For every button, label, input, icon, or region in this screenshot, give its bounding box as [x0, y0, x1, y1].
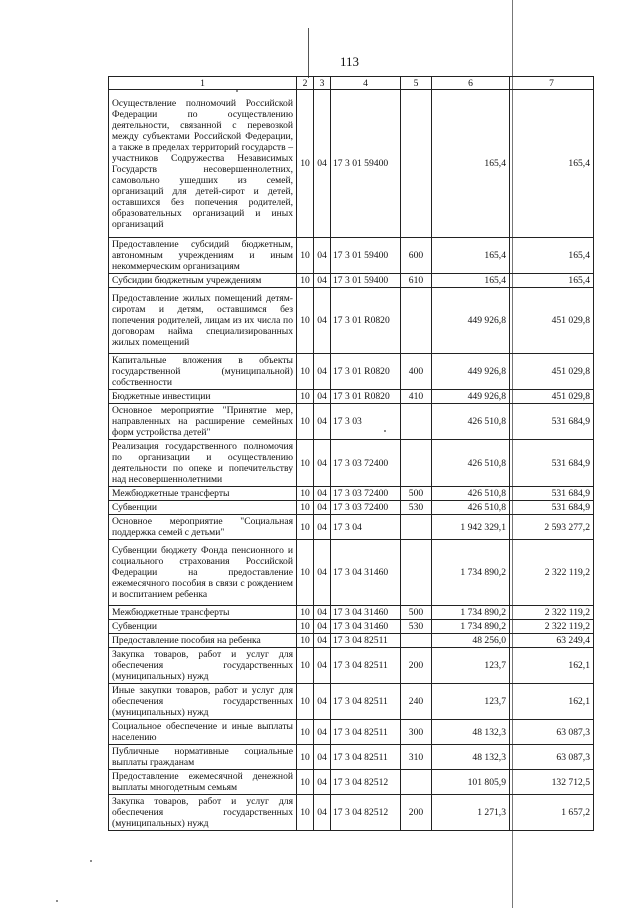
- row-name: Межбюджетные трансферты: [109, 487, 297, 501]
- cell-section: 10: [297, 354, 314, 390]
- table-row: [109, 770, 594, 795]
- cell-amount-col6: 48 256,0: [432, 634, 510, 648]
- row-name: Субвенции: [109, 501, 297, 515]
- cell-expense-type: [401, 440, 432, 487]
- page-number: 113: [340, 54, 360, 69]
- header-row: [109, 77, 594, 90]
- col-header: 6: [432, 77, 510, 90]
- cell-section: 10: [297, 720, 314, 745]
- cell-subsection: 04: [314, 440, 331, 487]
- cell-amount-col6: 48 132,3: [432, 720, 510, 745]
- cell-subsection: 04: [314, 770, 331, 795]
- cell-amount-col6: 165,4: [432, 274, 510, 288]
- row-name: Межбюджетные трансферты: [109, 606, 297, 620]
- cell-amount-col7: 63 249,4: [510, 634, 594, 648]
- col-header: 1: [109, 77, 297, 90]
- col-header: 4: [331, 77, 401, 90]
- row-name: Субвенции: [109, 620, 297, 634]
- cell-target-code: 17 3 04 82512: [331, 770, 401, 795]
- cell-amount-col7: 165,4: [510, 238, 594, 274]
- cell-amount-col6: 123,7: [432, 648, 510, 684]
- cell-amount-col7: 165,4: [510, 274, 594, 288]
- cell-amount-col7: 2 322 119,2: [510, 606, 594, 620]
- cell-amount-col7: 63 087,3: [510, 720, 594, 745]
- cell-expense-type: [401, 90, 432, 238]
- cell-amount-col6: 1 942 329,1: [432, 515, 510, 540]
- cell-section: 10: [297, 90, 314, 238]
- cell-target-code: 17 3 04: [331, 515, 401, 540]
- cell-amount-col6: 48 132,3: [432, 745, 510, 770]
- cell-expense-type: [401, 515, 432, 540]
- cell-target-code: 17 3 01 R0820: [331, 390, 401, 404]
- cell-subsection: 04: [314, 720, 331, 745]
- cell-section: 10: [297, 795, 314, 831]
- cell-expense-type: 610: [401, 274, 432, 288]
- cell-amount-col7: 132 712,5: [510, 770, 594, 795]
- row-name: Предоставление жилых помещений детям-сиротам и детям, оставшимся без попечения родителей, лицам из их числа по договорам найма специализированных жилых помещений: [109, 288, 297, 354]
- cell-section: 10: [297, 606, 314, 620]
- cell-amount-col7: 2 322 119,2: [510, 620, 594, 634]
- cell-subsection: 04: [314, 238, 331, 274]
- table-row: [109, 684, 594, 720]
- table-row: [109, 274, 594, 288]
- cell-expense-type: 300: [401, 720, 432, 745]
- cell-target-code: 17 3 03 72400: [331, 487, 401, 501]
- cell-amount-col6: 1 734 890,2: [432, 620, 510, 634]
- cell-amount-col6: 426 510,8: [432, 501, 510, 515]
- table-row: [109, 390, 594, 404]
- scan-speck: [56, 900, 58, 902]
- cell-section: 10: [297, 745, 314, 770]
- cell-expense-type: 530: [401, 501, 432, 515]
- cell-expense-type: [401, 540, 432, 606]
- table-row: [109, 634, 594, 648]
- cell-section: 10: [297, 440, 314, 487]
- cell-amount-col7: 162,1: [510, 648, 594, 684]
- row-name: Закупка товаров, работ и услуг для обеспечения государственных (муниципальных) нужд: [109, 648, 297, 684]
- cell-amount-col6: 165,4: [432, 238, 510, 274]
- cell-amount-col7: 2 322 119,2: [510, 540, 594, 606]
- cell-section: 10: [297, 620, 314, 634]
- row-name: Социальное обеспечение и иные выплаты населению: [109, 720, 297, 745]
- cell-target-code: 17 3 01 R0820: [331, 354, 401, 390]
- cell-subsection: 04: [314, 634, 331, 648]
- row-name: Предоставление пособия на ребенка: [109, 634, 297, 648]
- cell-target-code: 17 3 04 82511: [331, 720, 401, 745]
- cell-amount-col6: 101 805,9: [432, 770, 510, 795]
- cell-target-code: 17 3 04 31460: [331, 606, 401, 620]
- cell-expense-type: 500: [401, 487, 432, 501]
- row-name: Предоставление ежемесячной денежной выплаты многодетным семьям: [109, 770, 297, 795]
- table-row: [109, 720, 594, 745]
- row-name: Основное мероприятие "Социальная поддержка семей с детьми": [109, 515, 297, 540]
- cell-expense-type: 530: [401, 620, 432, 634]
- cell-subsection: 04: [314, 745, 331, 770]
- cell-target-code: 17 3 04 82511: [331, 684, 401, 720]
- cell-expense-type: 400: [401, 354, 432, 390]
- table-row: [109, 606, 594, 620]
- table-row: [109, 288, 594, 354]
- row-name: Реализация государственного полномочия по организации и осуществлению деятельности по опеке и попечительству над несовершеннолетними: [109, 440, 297, 487]
- cell-expense-type: [401, 288, 432, 354]
- cell-amount-col7: 531 684,9: [510, 404, 594, 440]
- cell-target-code: 17 3 01 59400: [331, 274, 401, 288]
- cell-amount-col6: 426 510,8: [432, 487, 510, 501]
- table-row: [109, 515, 594, 540]
- scan-speck: [236, 90, 238, 92]
- cell-subsection: 04: [314, 354, 331, 390]
- row-name: Основное мероприятие "Принятие мер, направленных на расширение семейных форм устройства детей": [109, 404, 297, 440]
- cell-section: 10: [297, 487, 314, 501]
- table-row: [109, 404, 594, 440]
- cell-target-code: 17 3 04 82511: [331, 648, 401, 684]
- table-row: [109, 540, 594, 606]
- cell-amount-col7: 451 029,8: [510, 354, 594, 390]
- col-header: 2: [297, 77, 314, 90]
- scan-fold-line-left: [308, 28, 309, 78]
- cell-expense-type: [401, 634, 432, 648]
- cell-amount-col6: 165,4: [432, 90, 510, 238]
- cell-section: 10: [297, 238, 314, 274]
- cell-amount-col7: 162,1: [510, 684, 594, 720]
- scan-speck: [384, 430, 386, 432]
- cell-expense-type: 200: [401, 648, 432, 684]
- row-name: Субвенции бюджету Фонда пенсионного и социального страхования Российской Федерации на предоставление ежемесячного пособия в связи с рождением и воспитанием ребенка: [109, 540, 297, 606]
- cell-amount-col6: 449 926,8: [432, 390, 510, 404]
- cell-expense-type: 600: [401, 238, 432, 274]
- row-name: Публичные нормативные социальные выплаты гражданам: [109, 745, 297, 770]
- cell-section: 10: [297, 634, 314, 648]
- cell-amount-col7: 2 593 277,2: [510, 515, 594, 540]
- table-row: [109, 90, 594, 238]
- col-header: 5: [401, 77, 432, 90]
- cell-expense-type: [401, 404, 432, 440]
- cell-target-code: 17 3 01 R0820: [331, 288, 401, 354]
- cell-section: 10: [297, 501, 314, 515]
- cell-section: 10: [297, 274, 314, 288]
- cell-section: 10: [297, 770, 314, 795]
- cell-subsection: 04: [314, 390, 331, 404]
- cell-subsection: 04: [314, 795, 331, 831]
- cell-subsection: 04: [314, 515, 331, 540]
- cell-subsection: 04: [314, 288, 331, 354]
- cell-target-code: 17 3 04 82512: [331, 795, 401, 831]
- cell-amount-col6: 1 271,3: [432, 795, 510, 831]
- col-header: 7: [510, 77, 594, 90]
- cell-subsection: 04: [314, 620, 331, 634]
- cell-subsection: 04: [314, 540, 331, 606]
- cell-subsection: 04: [314, 274, 331, 288]
- cell-expense-type: 240: [401, 684, 432, 720]
- cell-section: 10: [297, 684, 314, 720]
- cell-section: 10: [297, 540, 314, 606]
- cell-amount-col6: 1 734 890,2: [432, 540, 510, 606]
- table-row: [109, 620, 594, 634]
- cell-amount-col7: 531 684,9: [510, 501, 594, 515]
- row-name: Закупка товаров, работ и услуг для обеспечения государственных (муниципальных) нужд: [109, 795, 297, 831]
- cell-amount-col7: 63 087,3: [510, 745, 594, 770]
- cell-amount-col7: 451 029,8: [510, 288, 594, 354]
- cell-section: 10: [297, 648, 314, 684]
- table-row: [109, 501, 594, 515]
- cell-amount-col7: 1 657,2: [510, 795, 594, 831]
- cell-target-code: 17 3 01 59400: [331, 90, 401, 238]
- cell-subsection: 04: [314, 606, 331, 620]
- cell-expense-type: [401, 770, 432, 795]
- table-row: [109, 648, 594, 684]
- cell-amount-col7: 531 684,9: [510, 440, 594, 487]
- budget-table: [108, 76, 594, 831]
- cell-amount-col6: 426 510,8: [432, 440, 510, 487]
- cell-subsection: 04: [314, 487, 331, 501]
- table-row: [109, 795, 594, 831]
- cell-target-code: 17 3 04 31460: [331, 620, 401, 634]
- cell-amount-col6: 449 926,8: [432, 354, 510, 390]
- cell-target-code: 17 3 03: [331, 404, 401, 440]
- cell-amount-col7: 531 684,9: [510, 487, 594, 501]
- cell-amount-col6: 123,7: [432, 684, 510, 720]
- row-name: Капитальные вложения в объекты государственной (муниципальной) собственности: [109, 354, 297, 390]
- cell-subsection: 04: [314, 501, 331, 515]
- scan-speck: [90, 860, 92, 862]
- table-row: [109, 745, 594, 770]
- row-name: Иные закупки товаров, работ и услуг для обеспечения государственных (муниципальных) нужд: [109, 684, 297, 720]
- table-row: [109, 440, 594, 487]
- row-name: Предоставление субсидий бюджетным, автономным учреждениям и иным некоммерческим организациям: [109, 238, 297, 274]
- cell-section: 10: [297, 390, 314, 404]
- cell-target-code: 17 3 01 59400: [331, 238, 401, 274]
- row-name: Субсидии бюджетным учреждениям: [109, 274, 297, 288]
- cell-expense-type: 310: [401, 745, 432, 770]
- table-row: [109, 487, 594, 501]
- table-row: [109, 354, 594, 390]
- cell-target-code: 17 3 03 72400: [331, 501, 401, 515]
- cell-target-code: 17 3 04 82511: [331, 634, 401, 648]
- cell-target-code: 17 3 04 82511: [331, 745, 401, 770]
- cell-target-code: 17 3 04 31460: [331, 540, 401, 606]
- cell-amount-col6: 449 926,8: [432, 288, 510, 354]
- cell-section: 10: [297, 515, 314, 540]
- cell-section: 10: [297, 288, 314, 354]
- cell-section: 10: [297, 404, 314, 440]
- cell-target-code: 17 3 03 72400: [331, 440, 401, 487]
- cell-amount-col7: 165,4: [510, 90, 594, 238]
- cell-expense-type: 410: [401, 390, 432, 404]
- row-name: Осуществление полномочий Российской Федерации по осуществлению деятельности, связанной с перевозкой между субъектами Российской Федерации, а также в пределах территорий государств – участников Содружества Независимых Государств несовершеннолетних, самовольно ушедших из семей, организаций для детей-сирот и детей, оставшихся без попечения родителей, образовательных организаций и иных организаций: [109, 90, 297, 238]
- col-header: 3: [314, 77, 331, 90]
- cell-expense-type: 500: [401, 606, 432, 620]
- table-row: [109, 238, 594, 274]
- cell-subsection: 04: [314, 90, 331, 238]
- cell-subsection: 04: [314, 648, 331, 684]
- cell-amount-col6: 1 734 890,2: [432, 606, 510, 620]
- cell-amount-col7: 451 029,8: [510, 390, 594, 404]
- row-name: Бюджетные инвестиции: [109, 390, 297, 404]
- cell-subsection: 04: [314, 404, 331, 440]
- cell-expense-type: 200: [401, 795, 432, 831]
- cell-amount-col6: 426 510,8: [432, 404, 510, 440]
- cell-subsection: 04: [314, 684, 331, 720]
